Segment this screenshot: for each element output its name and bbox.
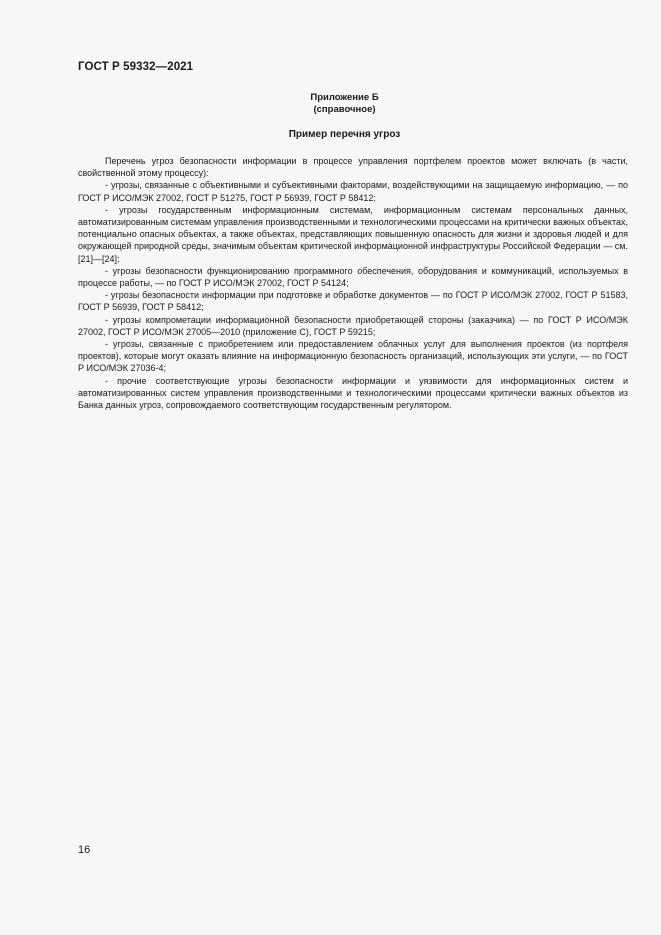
list-item: - угрозы безопасности функционированию программного обеспечения, оборудования и коммуникаций, используемых в процессе работы, — по ГОСТ Р ИСО/МЭК 27002, ГОСТ Р 54124; [78,265,628,289]
section-title: Пример перечня угроз [288,129,401,140]
list-item: - угрозы, связанные с объективными и субъективными факторами, воздействующими на защищаемую информацию, — по ГОСТ Р ИСО/МЭК 27002, ГОСТ Р 51275, ГОСТ Р 56939, ГОСТ Р 58412; [78,180,628,203]
list-item: - угрозы компрометации информационной безопасности приобретающей стороны (заказчика) — по ГОСТ Р ИСО/МЭК 27002, ГОСТ Р ИСО/МЭК 27005—2010 (приложение С), ГОСТ Р 59215; [78,314,628,337]
page-number: 16 [78,844,91,856]
annex-heading [0,92,661,116]
annex-subtitle: (справочное) [313,104,376,115]
list-item: - угрозы, связанные с приобретением или предоставлением облачных услуг для выполнения проектов (из портфеля проектов), которые могут оказать влияние на информационную безопасность организаций, использующих эти услуги, — по ГОСТ Р ИСО/МЭК 27036-4; [78,339,628,374]
list-item: - угрозы безопасности информации при подготовке и обработке документов — по ГОСТ Р ИСО/МЭК 27002, ГОСТ Р 51583, ГОСТ Р 56939, ГОСТ Р 58412; [78,290,628,313]
document-body [78,155,628,411]
standard-header: ГОСТ Р 59332—2021 [78,61,194,73]
list-item: - прочие соответствующие угрозы безопасности информации и уязвимости для информационных систем и автоматизированных систем управления производственными и технологическими процессами критически важных объектов из Банка данных угроз, сопровождаемого соответствующим государственным регулятором. [78,375,628,411]
list-item: - угрозы государственным информационным системам, информационным системам персональных данных, автоматизированным системам управления производственными и технологическими процессами на критически важных объектах, потенциально опасных объектах, а также объектах, представляющих повышенную опасность для жизни и здоровья людей и для окружающей природной среды, значимым объектам критической информационной инфраструктуры Российской Федерации — см. [21]—[24]; [78,204,628,264]
intro-paragraph: Перечень угроз безопасности информации в процессе управления портфелем проектов может включать (в части, свойственной этому процессу): [78,156,628,179]
annex-title: Приложение Б [310,92,379,103]
